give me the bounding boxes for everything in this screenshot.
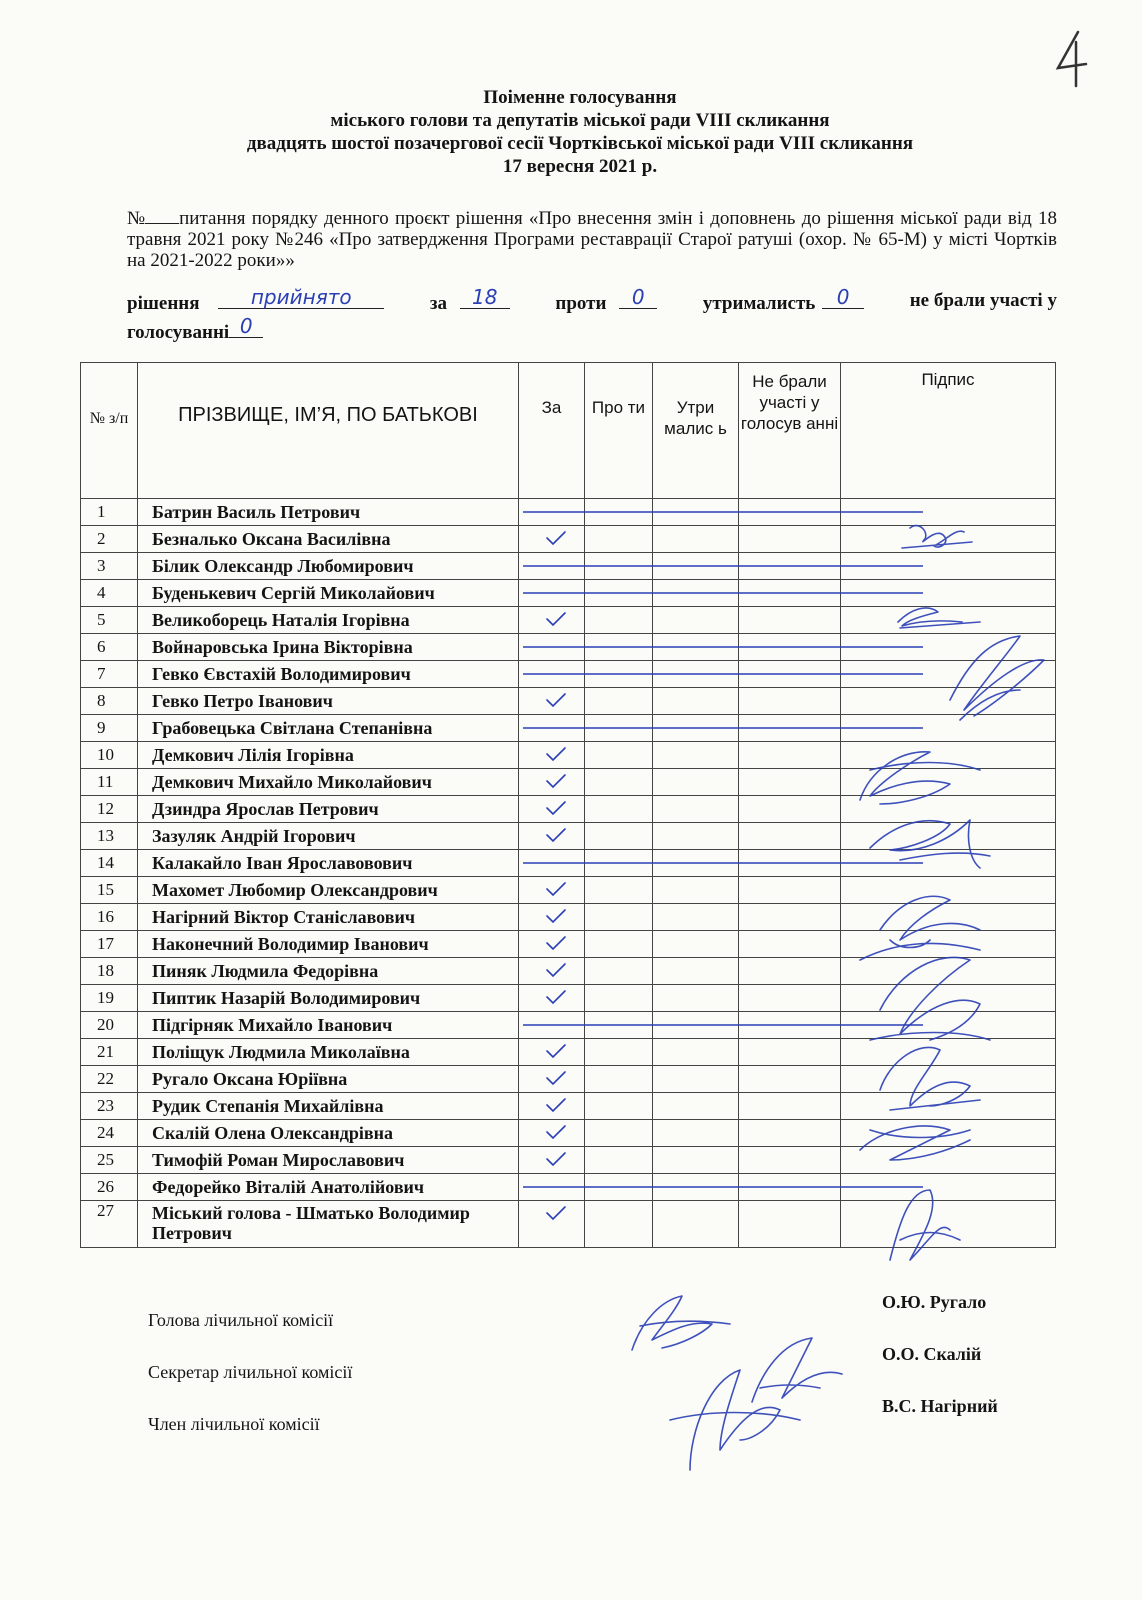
- row-signature-cell: [841, 1174, 1056, 1201]
- row-full-name: Гевко Петро Іванович: [138, 688, 519, 715]
- row-signature-cell: [841, 1012, 1056, 1039]
- table-row: [81, 1066, 1056, 1093]
- row-abstained-cell: [653, 607, 739, 634]
- commission-role: Член лічильної комісії: [148, 1414, 320, 1434]
- row-absent-cell: [739, 688, 841, 715]
- row-abstained-cell: [653, 688, 739, 715]
- table-row: [81, 742, 1056, 769]
- commission-role: Секретар лічильної комісії: [148, 1362, 353, 1382]
- row-number: 14: [81, 850, 138, 877]
- absent-field: [229, 314, 263, 338]
- row-signature-cell: [841, 688, 1056, 715]
- absent-label-1: не брали участі у: [909, 290, 1057, 311]
- row-abstained-cell: [653, 715, 739, 742]
- row-full-name: Батрин Василь Петрович: [138, 499, 519, 526]
- row-absent-cell: [739, 580, 841, 607]
- table-row: [81, 931, 1056, 958]
- row-full-name: Рудик Степанія Михайлівна: [138, 1093, 519, 1120]
- table-row: [81, 958, 1056, 985]
- row-for-cell: [519, 823, 585, 850]
- row-full-name: Федорейко Віталій Анатолійович: [138, 1174, 519, 1201]
- header-title: Поіменне голосування: [483, 87, 677, 108]
- row-abstained-cell: [653, 1039, 739, 1066]
- row-abstained-cell: [653, 634, 739, 661]
- row-abstained-cell: [653, 1174, 739, 1201]
- row-for-cell: [519, 769, 585, 796]
- row-signature-cell: [841, 1120, 1056, 1147]
- row-number: 15: [81, 877, 138, 904]
- row-absent-cell: [739, 634, 841, 661]
- commission-role: Голова лічильної комісії: [148, 1310, 334, 1330]
- row-signature-cell: [841, 1147, 1056, 1174]
- row-signature-cell: [841, 769, 1056, 796]
- col-signature-header: Підпис: [841, 363, 1056, 499]
- row-absent-cell: [739, 1147, 841, 1174]
- absent-label-2: голосуванні: [127, 322, 230, 343]
- table-row: [81, 1120, 1056, 1147]
- table-row: [81, 553, 1056, 580]
- row-full-name: Калакайло Іван Ярославовович: [138, 850, 519, 877]
- checkmark-icon: [545, 881, 567, 897]
- row-full-name: Дзиндра Ярослав Петрович: [138, 796, 519, 823]
- row-abstained-cell: [653, 742, 739, 769]
- row-signature-cell: [841, 580, 1056, 607]
- row-absent-cell: [739, 1039, 841, 1066]
- row-signature-cell: [841, 742, 1056, 769]
- row-for-cell: [519, 661, 585, 688]
- row-number: 4: [81, 580, 138, 607]
- row-number: 8: [81, 688, 138, 715]
- table-row: [81, 499, 1056, 526]
- row-for-cell: [519, 796, 585, 823]
- checkmark-icon: [545, 530, 567, 546]
- row-against-cell: [585, 1093, 653, 1120]
- table-row: [81, 1012, 1056, 1039]
- row-abstained-cell: [653, 499, 739, 526]
- row-against-cell: [585, 823, 653, 850]
- commission-member: [148, 1292, 1028, 1340]
- row-number: 19: [81, 985, 138, 1012]
- row-abstained-cell: [653, 823, 739, 850]
- checkmark-icon: [545, 1097, 567, 1113]
- row-absent-cell: [739, 1201, 841, 1248]
- row-for-cell: [519, 1066, 585, 1093]
- row-abstained-cell: [653, 877, 739, 904]
- agenda-question: [127, 208, 1057, 271]
- table-row: [81, 1039, 1056, 1066]
- table-row: [81, 796, 1056, 823]
- row-absent-cell: [739, 796, 841, 823]
- row-signature-cell: [841, 985, 1056, 1012]
- row-for-cell: [519, 688, 585, 715]
- row-for-cell: [519, 985, 585, 1012]
- row-full-name: Гевко Євстахій Володимирович: [138, 661, 519, 688]
- row-for-cell: [519, 526, 585, 553]
- row-abstained-cell: [653, 1093, 739, 1120]
- abstained-value: 0: [836, 285, 850, 309]
- commission-person: В.С. Нагірний: [882, 1396, 998, 1416]
- row-for-cell: [519, 742, 585, 769]
- row-signature-cell: [841, 1093, 1056, 1120]
- table-row: [81, 1147, 1056, 1174]
- table-row: [81, 634, 1056, 661]
- row-absent-cell: [739, 1012, 841, 1039]
- row-number: 24: [81, 1120, 138, 1147]
- row-for-cell: [519, 1039, 585, 1066]
- row-signature-cell: [841, 526, 1056, 553]
- checkmark-icon: [545, 1124, 567, 1140]
- against-label: проти: [555, 293, 607, 314]
- row-against-cell: [585, 877, 653, 904]
- row-full-name: Тимофій Роман Мирославович: [138, 1147, 519, 1174]
- row-number: 25: [81, 1147, 138, 1174]
- row-absent-cell: [739, 1174, 841, 1201]
- row-number: 2: [81, 526, 138, 553]
- for-value: 18: [472, 285, 498, 309]
- row-against-cell: [585, 580, 653, 607]
- col-name-header: ПРІЗВИЩЕ, ІМ’Я, ПО БАТЬКОВІ: [138, 363, 519, 499]
- row-absent-cell: [739, 1093, 841, 1120]
- row-absent-cell: [739, 904, 841, 931]
- row-abstained-cell: [653, 769, 739, 796]
- row-signature-cell: [841, 634, 1056, 661]
- col-for-header: За: [519, 363, 585, 499]
- table-row: [81, 1093, 1056, 1120]
- row-abstained-cell: [653, 1201, 739, 1248]
- row-full-name: Скалій Олена Олександрівна: [138, 1120, 519, 1147]
- row-abstained-cell: [653, 1147, 739, 1174]
- row-full-name: Махомет Любомир Олександрович: [138, 877, 519, 904]
- row-abstained-cell: [653, 1120, 739, 1147]
- decision-value: прийнято: [250, 285, 352, 309]
- row-signature-cell: [841, 958, 1056, 985]
- row-against-cell: [585, 553, 653, 580]
- row-abstained-cell: [653, 931, 739, 958]
- row-absent-cell: [739, 985, 841, 1012]
- row-for-cell: [519, 904, 585, 931]
- row-full-name: Нагірний Віктор Станіславович: [138, 904, 519, 931]
- row-full-name: Підгірняк Михайло Іванович: [138, 1012, 519, 1039]
- row-for-cell: [519, 1120, 585, 1147]
- row-for-cell: [519, 850, 585, 877]
- row-against-cell: [585, 1147, 653, 1174]
- row-absent-cell: [739, 715, 841, 742]
- table-row: [81, 904, 1056, 931]
- abstained-label: утрималисть: [702, 293, 816, 314]
- row-absent-cell: [739, 553, 841, 580]
- checkmark-icon: [545, 611, 567, 627]
- row-against-cell: [585, 661, 653, 688]
- row-abstained-cell: [653, 958, 739, 985]
- row-absent-cell: [739, 931, 841, 958]
- commission-person: О.Ю. Ругало: [882, 1292, 987, 1312]
- row-abstained-cell: [653, 580, 739, 607]
- col-abstained-header: Утри малис ь: [653, 363, 739, 499]
- row-against-cell: [585, 634, 653, 661]
- row-signature-cell: [841, 607, 1056, 634]
- table-row: [81, 877, 1056, 904]
- row-full-name: Буденькевич Сергій Миколайович: [138, 580, 519, 607]
- checkmark-icon: [545, 746, 567, 762]
- row-full-name: Демкович Михайло Миколайович: [138, 769, 519, 796]
- row-number: 17: [81, 931, 138, 958]
- row-abstained-cell: [653, 1066, 739, 1093]
- checkmark-icon: [545, 1043, 567, 1059]
- against-value: 0: [631, 285, 645, 309]
- row-against-cell: [585, 742, 653, 769]
- row-abstained-cell: [653, 553, 739, 580]
- document-header: [100, 86, 1060, 178]
- row-for-cell: [519, 499, 585, 526]
- table-row: [81, 661, 1056, 688]
- row-number: 18: [81, 958, 138, 985]
- row-for-cell: [519, 634, 585, 661]
- row-signature-cell: [841, 850, 1056, 877]
- row-abstained-cell: [653, 796, 739, 823]
- table-header-row: [81, 363, 1056, 499]
- row-against-cell: [585, 958, 653, 985]
- row-number: 9: [81, 715, 138, 742]
- row-against-cell: [585, 1174, 653, 1201]
- absent-value: 0: [239, 314, 253, 338]
- row-full-name: Поліщук Людмила Миколаївна: [138, 1039, 519, 1066]
- row-full-name: Ругало Оксана Юріївна: [138, 1066, 519, 1093]
- row-against-cell: [585, 1201, 653, 1248]
- row-against-cell: [585, 526, 653, 553]
- vote-result: [127, 285, 1057, 346]
- row-absent-cell: [739, 1066, 841, 1093]
- decision-label: рішення: [127, 293, 200, 314]
- row-number: 26: [81, 1174, 138, 1201]
- question-text: питання порядку денного проєкт рішення «Про внесення змін і доповнень до рішення міської ради від 18 травня 2021 року №246 «Про затвердження Програми реставрації Старої ратуші (охор. № 65-М) у місті Чортків на 2021-2022 роки»»: [127, 208, 1057, 271]
- row-number: 27: [81, 1201, 138, 1248]
- checkmark-icon: [545, 773, 567, 789]
- table-row: [81, 715, 1056, 742]
- row-signature-cell: [841, 1201, 1056, 1248]
- row-for-cell: [519, 1201, 585, 1248]
- row-signature-cell: [841, 1039, 1056, 1066]
- header-date: 17 вересня 2021 р.: [502, 156, 658, 177]
- table-row: [81, 607, 1056, 634]
- table-row: [81, 823, 1056, 850]
- row-absent-cell: [739, 526, 841, 553]
- checkmark-icon: [545, 962, 567, 978]
- row-full-name: Безналько Оксана Василівна: [138, 526, 519, 553]
- row-absent-cell: [739, 823, 841, 850]
- question-number-prefix: №: [127, 208, 146, 229]
- row-number: 23: [81, 1093, 138, 1120]
- row-full-name: Пиняк Людмила Федорівна: [138, 958, 519, 985]
- row-against-cell: [585, 1039, 653, 1066]
- header-subtitle-2: двадцять шостої позачергової сесії Чортківської міської ради VIII скликання: [246, 133, 914, 154]
- roll-call-table: [80, 362, 1056, 1248]
- table-row: [81, 688, 1056, 715]
- row-number: 16: [81, 904, 138, 931]
- row-absent-cell: [739, 661, 841, 688]
- row-for-cell: [519, 715, 585, 742]
- checkmark-icon: [545, 989, 567, 1005]
- row-abstained-cell: [653, 661, 739, 688]
- checkmark-icon: [545, 908, 567, 924]
- row-for-cell: [519, 1012, 585, 1039]
- row-signature-cell: [841, 1066, 1056, 1093]
- row-abstained-cell: [653, 1012, 739, 1039]
- checkmark-icon: [545, 1070, 567, 1086]
- row-number: 11: [81, 769, 138, 796]
- table-row: [81, 526, 1056, 553]
- row-full-name: Білик Олександр Любомирович: [138, 553, 519, 580]
- checkmark-icon: [545, 692, 567, 708]
- row-full-name: Наконечний Володимир Іванович: [138, 931, 519, 958]
- row-full-name: Пиптик Назарій Володимирович: [138, 985, 519, 1012]
- row-number: 22: [81, 1066, 138, 1093]
- col-absent-header: Не брали участі у голосув анні: [739, 363, 841, 499]
- row-for-cell: [519, 1147, 585, 1174]
- checkmark-icon: [545, 935, 567, 951]
- row-signature-cell: [841, 715, 1056, 742]
- row-signature-cell: [841, 904, 1056, 931]
- row-absent-cell: [739, 958, 841, 985]
- row-signature-cell: [841, 553, 1056, 580]
- row-for-cell: [519, 931, 585, 958]
- row-for-cell: [519, 1174, 585, 1201]
- table-row: [81, 985, 1056, 1012]
- table-row: [81, 580, 1056, 607]
- row-absent-cell: [739, 877, 841, 904]
- commission-person: О.О. Скалій: [882, 1344, 982, 1364]
- row-signature-cell: [841, 661, 1056, 688]
- checkmark-icon: [545, 1151, 567, 1167]
- decision-field: [218, 285, 384, 309]
- row-against-cell: [585, 796, 653, 823]
- row-number: 20: [81, 1012, 138, 1039]
- for-field: [460, 285, 510, 309]
- row-for-cell: [519, 580, 585, 607]
- row-number: 7: [81, 661, 138, 688]
- row-full-name: Демкович Лілія Ігорівна: [138, 742, 519, 769]
- row-abstained-cell: [653, 526, 739, 553]
- row-signature-cell: [841, 931, 1056, 958]
- header-subtitle-1: міського голови та депутатів міської ради VIII скликання: [330, 110, 830, 131]
- row-full-name: Грабовецька Світлана Степанівна: [138, 715, 519, 742]
- row-abstained-cell: [653, 985, 739, 1012]
- row-number: 10: [81, 742, 138, 769]
- row-full-name: Войнаровська Ірина Вікторівна: [138, 634, 519, 661]
- row-number: 3: [81, 553, 138, 580]
- row-signature-cell: [841, 823, 1056, 850]
- row-against-cell: [585, 1066, 653, 1093]
- handwritten-page-number: [1050, 28, 1090, 88]
- row-abstained-cell: [653, 850, 739, 877]
- row-against-cell: [585, 850, 653, 877]
- row-against-cell: [585, 688, 653, 715]
- row-against-cell: [585, 769, 653, 796]
- table-row: [81, 1174, 1056, 1201]
- row-signature-cell: [841, 796, 1056, 823]
- row-absent-cell: [739, 499, 841, 526]
- commission-member: [148, 1396, 1028, 1444]
- abstained-field: [822, 285, 864, 309]
- row-against-cell: [585, 985, 653, 1012]
- row-signature-cell: [841, 877, 1056, 904]
- row-number: 6: [81, 634, 138, 661]
- checkmark-icon: [545, 1205, 567, 1221]
- row-absent-cell: [739, 742, 841, 769]
- table-row: [81, 769, 1056, 796]
- row-for-cell: [519, 958, 585, 985]
- row-abstained-cell: [653, 904, 739, 931]
- row-absent-cell: [739, 769, 841, 796]
- col-against-header: Про ти: [585, 363, 653, 499]
- row-for-cell: [519, 553, 585, 580]
- row-absent-cell: [739, 1120, 841, 1147]
- row-number: 13: [81, 823, 138, 850]
- row-full-name: Міський голова - Шматько Володимир Петрович: [138, 1201, 519, 1248]
- row-number: 12: [81, 796, 138, 823]
- checkmark-icon: [545, 827, 567, 843]
- row-against-cell: [585, 931, 653, 958]
- row-full-name: Великоборець Наталія Ігорівна: [138, 607, 519, 634]
- against-field: [619, 285, 657, 309]
- row-against-cell: [585, 904, 653, 931]
- row-against-cell: [585, 715, 653, 742]
- row-number: 5: [81, 607, 138, 634]
- col-number-header: № з/п: [81, 363, 138, 499]
- table-row: [81, 850, 1056, 877]
- row-number: 21: [81, 1039, 138, 1066]
- row-number: 1: [81, 499, 138, 526]
- row-full-name: Зазуляк Андрій Ігорович: [138, 823, 519, 850]
- row-absent-cell: [739, 850, 841, 877]
- row-signature-cell: [841, 499, 1056, 526]
- table-row: [81, 1201, 1056, 1248]
- checkmark-icon: [545, 800, 567, 816]
- row-for-cell: [519, 1093, 585, 1120]
- row-for-cell: [519, 877, 585, 904]
- commission-member: [148, 1344, 1028, 1392]
- row-against-cell: [585, 499, 653, 526]
- row-against-cell: [585, 1012, 653, 1039]
- for-label: за: [429, 293, 448, 314]
- question-number-blank: [145, 209, 179, 224]
- row-against-cell: [585, 1120, 653, 1147]
- row-absent-cell: [739, 607, 841, 634]
- row-against-cell: [585, 607, 653, 634]
- row-for-cell: [519, 607, 585, 634]
